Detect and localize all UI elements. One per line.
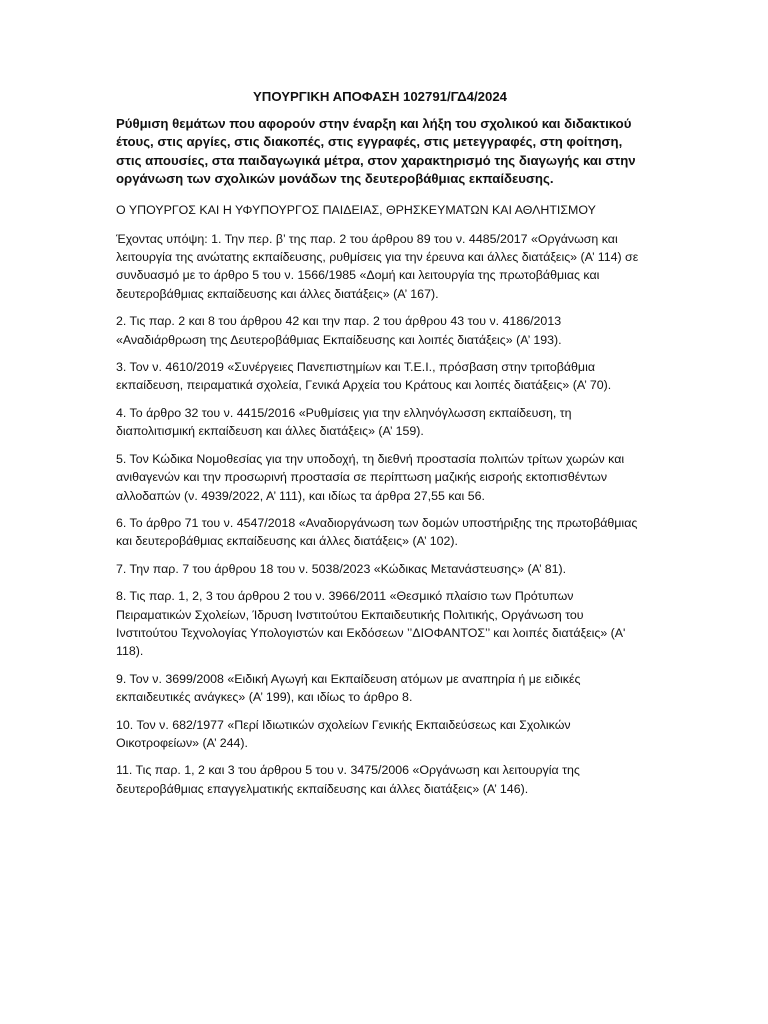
paragraph-8: 8. Τις παρ. 1, 2, 3 του άρθρου 2 του ν. 3966/2011 «Θεσμικό πλαίσιο των Πρότυπων Πειραματικών Σχολείων, Ίδρυση Ινστιτούτου Εκπαιδευτικής Πολιτικής, Οργάνωση του Ινστιτούτου Τεχνολογίας Υπολογιστών και Εκδόσεων ’’ΔΙΟΦΑΝΤΟΣ’’ και λοιπές διατάξεις» (Α' 118). [116,589,626,659]
paragraph-5: 5. Τον Κώδικα Νομοθεσίας για την υποδοχή, τη διεθνή προστασία πολιτών τρίτων χωρών και ανιθαγενών και την προσωρινή προστασία σε περίπτωση μαζικής εισροής εκτοπισθέντων αλλοδαπών (ν. 4939/2022, Α’ 111), και ιδίως τα άρθρα 27,55 και 56. [116,451,625,503]
paragraph-1: Έχοντας υπόψη: 1. Την περ. β’ της παρ. 2 του άρθρου 89 του ν. 4485/2017 «Οργάνωση και λειτουργία της ανώτατης εκπαίδευσης, ρυθμίσεις για την έρευνα και άλλες διατάξεις» (Α’ 114) σε συνδυασμό με το άρθρο 5 του ν. 1566/1985 «Δομή και λειτουργία της πρωτοβάθμιας και δευτεροβάθμιας εκπαίδευσης και άλλες διατάξεις» (Α’ 167). [116,231,639,301]
document-subject: Ρύθμιση θεμάτων που αφορούν στην έναρξη και λήξη του σχολικού και διδακτικού έτους, στις αργίες, στις διακοπές, στις εγγραφές, στις μετεγγραφές, στη φοίτηση, στις απουσίες, στα παιδαγωγικά μέτρα, στον χαρακτηρισμό της διαγωγής και στην οργάνωση των σχολικών μονάδων της δευτεροβάθμιας εκπαίδευσης. [116,116,636,187]
document-title: ΥΠΟΥΡΓΙΚΗ ΑΠΟΦΑΣΗ 102791/ΓΔ4/2024 [253,89,507,104]
paragraph-10: 10. Τον ν. 682/1977 «Περί Ιδιωτικών σχολείων Γενικής Εκπαιδεύσεως και Σχολικών Οικοτροφείων» (Α’ 244). [116,717,571,750]
paragraph-11: 11. Τις παρ. 1, 2 και 3 του άρθρου 5 του ν. 3475/2006 «Οργάνωση και λειτουργία της δευτεροβάθμιας επαγγελματικής εκπαίδευσης και άλλες διατάξεις» (Α’ 146). [116,763,580,796]
paragraph-3: 3. Τον ν. 4610/2019 «Συνέργειες Πανεπιστημίων και Τ.Ε.Ι., πρόσβαση στην τριτοβάθμια εκπαίδευση, πειραματικά σχολεία, Γενικά Αρχεία του Κράτους και λοιπές διατάξεις» (Α’ 70). [116,360,612,393]
document-page [116,88,644,807]
paragraph-6: 6. Το άρθρο 71 του ν. 4547/2018 «Αναδιοργάνωση των δομών υποστήριξης της πρωτοβάθμιας και δευτεροβάθμιας εκπαίδευσης και άλλες διατάξεις» (Α’ 102). [116,515,638,549]
issuing-authority: Ο ΥΠΟΥΡΓΟΣ ΚΑΙ Η ΥΦΥΠΟΥΡΓΟΣ ΠΑΙΔΕΙΑΣ, ΘΡΗΣΚΕΥΜΑΤΩΝ ΚΑΙ ΑΘΛΗΤΙΣΜΟΥ [116,202,596,217]
paragraph-9: 9. Τον ν. 3699/2008 «Ειδική Αγωγή και Εκπαίδευση ατόμων με αναπηρία ή με ειδικές εκπαιδευτικές ανάγκες» (Α’ 199), και ιδίως το άρθρο 8. [116,671,581,705]
paragraph-7: 7. Την παρ. 7 του άρθρου 18 του ν. 5038/2023 «Κώδικας Μετανάστευσης» (Α’ 81). [116,561,567,576]
paragraph-2: 2. Τις παρ. 2 και 8 του άρθρου 42 και την παρ. 2 του άρθρου 43 του ν. 4186/2013 «Αναδιάρθρωση της Δευτεροβάθμιας Εκπαίδευσης και λοιπές διατάξεις» (Α’ 193). [116,314,562,347]
paragraph-4: 4. Το άρθρο 32 του ν. 4415/2016 «Ρυθμίσεις για την ελληνόγλωσση εκπαίδευση, τη διαπολιτισμική εκπαίδευση και άλλες διατάξεις» (Α’ 159). [116,405,572,439]
